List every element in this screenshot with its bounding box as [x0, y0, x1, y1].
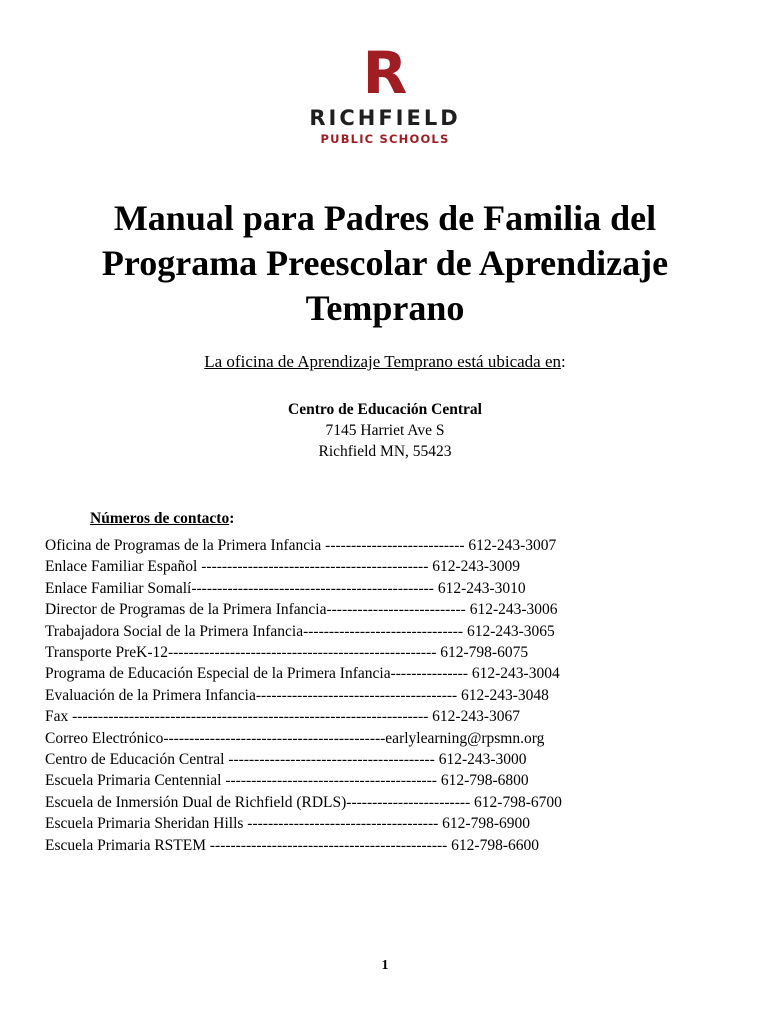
contact-entry: Escuela de Inmersión Dual de Richfield (RDLS)------------------------ 612-798-6700	[45, 793, 562, 811]
contact-entry: Enlace Familiar Español -------------------------------------------- 612-243-3009	[45, 558, 521, 576]
address-street: 7145 Harriet Ave S	[325, 422, 445, 439]
contact-entry: Escuela Primaria Centennial ----------------------------------------- 612-798-6800	[45, 772, 529, 790]
title-line-1: Manual para Padres de Familia del	[113, 198, 657, 238]
contacts-heading-text: Números de contacto	[90, 510, 230, 527]
contact-entry: Centro de Educación Central ---------------------------------------- 612-243-3000	[45, 751, 527, 769]
contact-entry: Oficina de Programas de la Primera Infancia --------------------------- 612-243-3007	[45, 537, 557, 554]
contact-entry: Director de Programas de la Primera Infancia--------------------------- 612-243-3006	[45, 601, 558, 619]
contact-entry: Programa de Educación Especial de la Primera Infancia--------------- 612-243-3004	[45, 665, 560, 683]
address-city: Richfield MN, 55423	[318, 443, 452, 460]
title-line-3: Temprano	[305, 288, 465, 328]
contact-entry: Evaluación de la Primera Infancia--------------------------------------- 612-243-3048	[45, 686, 549, 704]
contact-entry-email[interactable]: Correo Electrónico-------------------------------------------earlylearning@rpsmn.org	[45, 729, 545, 747]
contact-entry: Trabajadora Social de la Primera Infancia------------------------------- 612-243-3065	[45, 622, 555, 640]
contacts-heading	[90, 510, 234, 528]
contact-list	[45, 535, 645, 856]
contacts-heading-colon: :	[229, 510, 235, 527]
contact-entry: Fax --------------------------------------------------------------------- 612-243-3067	[45, 708, 520, 726]
title-line-2: Programa Preescolar de Aprendizaje	[101, 243, 669, 283]
svg-text:R: R	[362, 46, 408, 98]
address-building: Centro de Educación Central	[288, 401, 482, 418]
logo-name: RICHFIELD	[309, 106, 461, 130]
richfield-logo	[0, 46, 770, 146]
location-intro-text: La oficina de Aprendizaje Temprano está ubicada en	[204, 352, 562, 371]
location-intro	[0, 352, 770, 372]
contact-entry: Enlace Familiar Somalí----------------------------------------------- 612-243-3010	[45, 579, 526, 597]
contact-entry: Escuela Primaria Sheridan Hills ------------------------------------- 612-798-6900	[45, 815, 530, 833]
location-intro-colon: :	[561, 352, 566, 371]
contact-entry: Escuela Primaria RSTEM ---------------------------------------------- 612-798-6600	[45, 836, 540, 854]
richfield-r-logo-icon	[361, 46, 409, 98]
office-address	[0, 399, 770, 462]
document-title	[40, 196, 730, 331]
contact-entry: Transporte PreK-12---------------------------------------------------- 612-798-6075	[45, 644, 529, 662]
page-number: 1	[381, 958, 389, 973]
logo-subtitle: PUBLIC SCHOOLS	[320, 132, 450, 146]
